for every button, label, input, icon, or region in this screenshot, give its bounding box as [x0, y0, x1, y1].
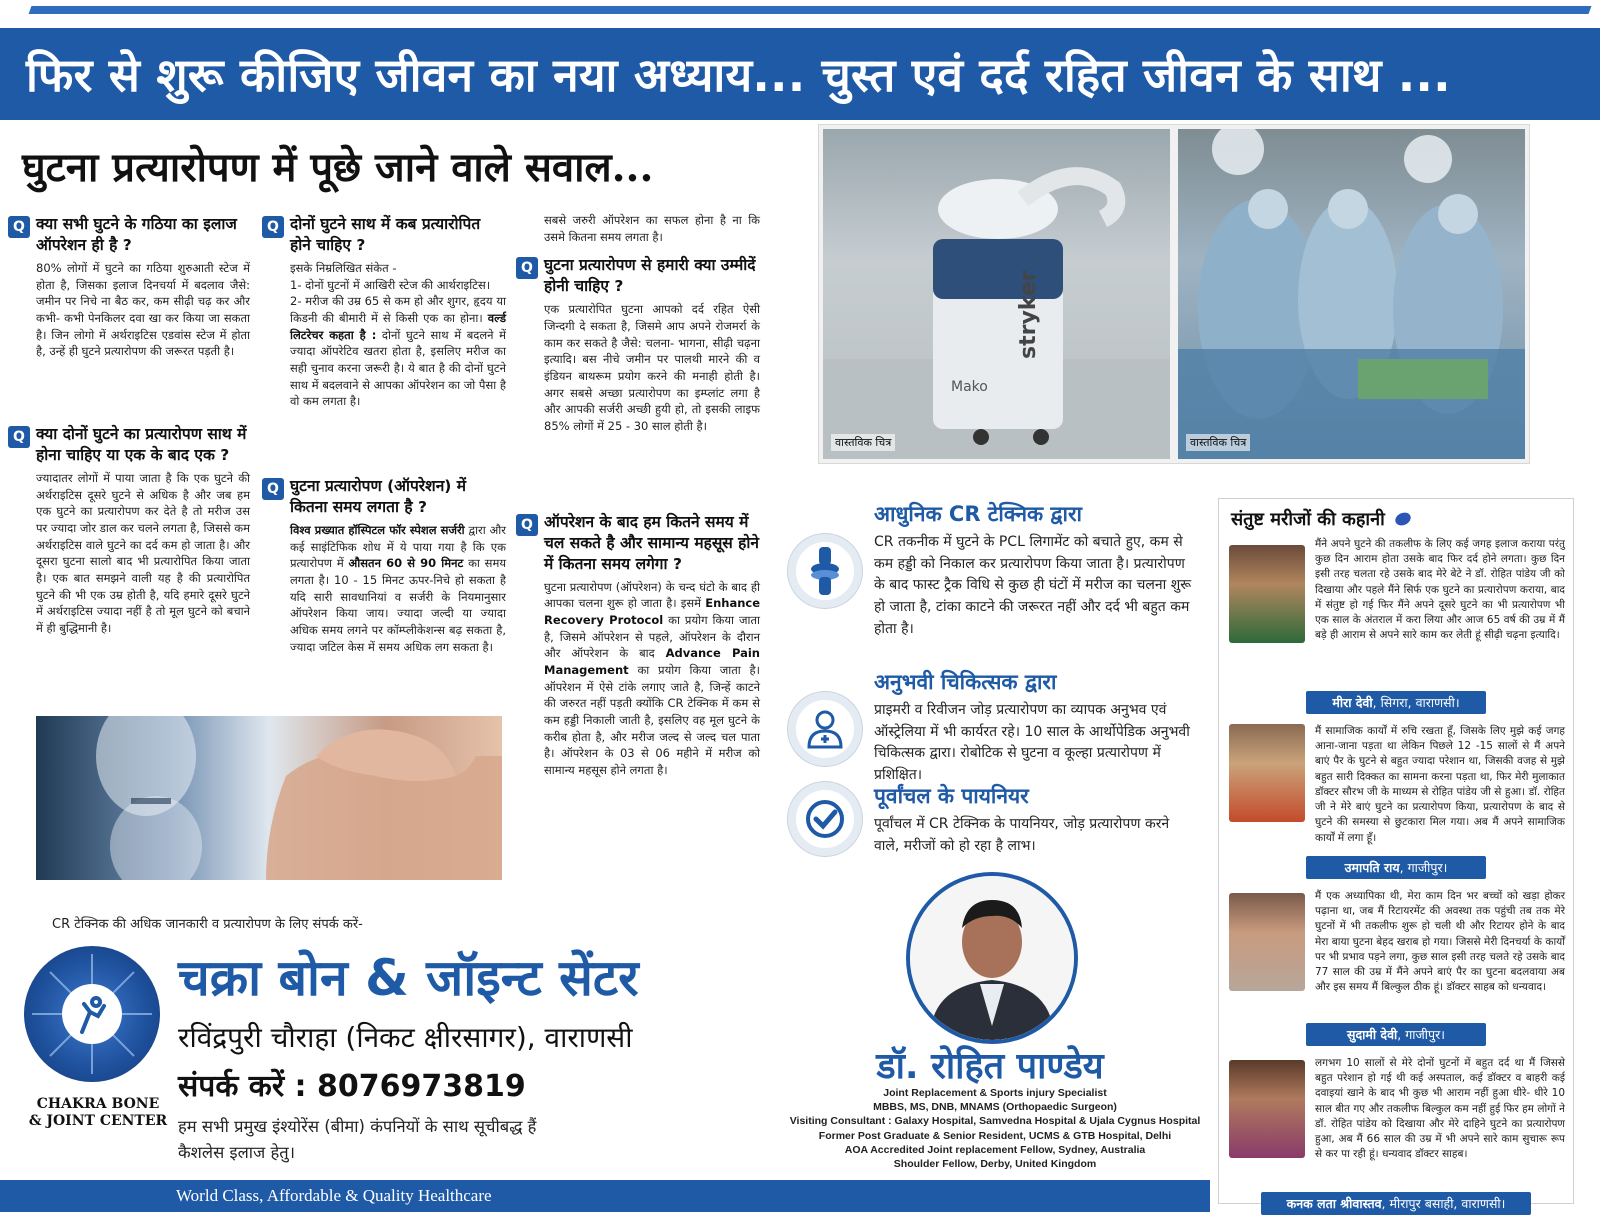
answer-point-2-pre: 2- मरीज की उम्र 65 से कम हो और शुगर, हृदय या किडनी की बीमारी में से किसी एक का होना।	[290, 294, 506, 325]
testimonial-text: लगभग 10 सालों से मेरे दोनों घुटनों में बहुत दर्द था मैं जिससे बहुत परेशान हो गई थी कई अस्पताल, कई डॉक्टर व बाहरी कई दवाइयां खाने के बाद भी कुछ भी आराम नहीं हुआ धीरे- धीरे 10 साल बीत गए और तकलीफ बिल्कुल कम नहीं हुई फिर हम लोगों ने डॉ. रोहित पांडेय को दिखाया और मेरे दाहिने घुटने का प्रत्यारोपण हुआ, अब मैं 66 साल की उम्र में भी अपने सारे काम सुचारू रूप से कर पा रही हूं। धन्यवाद डॉक्टर साहब।	[1315, 1057, 1565, 1161]
top-banner	[0, 28, 1600, 120]
qa-item-4	[262, 476, 506, 655]
answer-part: का समय लगता है। 10 - 15 मिनट ऊपर-निचे हो सकता है यदि सारी सावधानियां व सर्जरी के नियमानुसार ऑपरेशन किया जाय। ज्यादा जल्दी या ज्यादा अधिक समय लगने पर कॉम्प्लीकेशन्स बढ़ सकता है, ज्यादा जटिल केस में समय अधिक लग सकता है।	[290, 556, 507, 654]
chakra-logo-text	[28, 1096, 168, 1130]
patient-place: , गाजीपुर।	[1399, 860, 1448, 875]
qa-item-1	[8, 214, 250, 360]
patient-photo	[1229, 724, 1305, 822]
photo-caption: वास्तविक चित्र	[831, 434, 895, 451]
contact-prompt: CR टेक्निक की अधिक जानकारी व प्रत्यारोपण के लिए संपर्क करें-	[52, 917, 363, 932]
answer-point-2-post: दोनों घुटने साथ में बदलने में ज्यादा ऑपरेटिव खतरा होता है, इसलिए मरीज का सही चुनाव करना जरूरी है। ये बात है की दोनों घुटने साथ में बदलवाने से आपका ऑपरेशन का जो पैसा है वो कम लगता है।	[290, 327, 507, 409]
credential-line: Shoulder Fellow, Derby, United Kingdom	[893, 1157, 1097, 1170]
qa-item-3	[262, 214, 506, 410]
question-text: घुटना प्रत्यारोपण (ऑपरेशन) में कितना समय लगता है ?	[290, 477, 467, 516]
feature-title: अनुभवी चिकित्सक द्वारा	[874, 670, 1057, 694]
answer-point-1: 1- दोनों घुटनों में आखिरी स्टेज की आर्थराइटिस।	[290, 277, 491, 292]
patient-place: , मीरापुर बसाही, वाराणसी।	[1381, 1196, 1506, 1211]
surgery-photo-panel	[818, 124, 1530, 464]
operation-theatre-photo	[1178, 129, 1525, 459]
main-title: घुटना प्रत्यारोपण में पूछे जाने वाले सवाल...	[22, 144, 654, 191]
q-badge-icon: Q	[262, 478, 284, 500]
answer-highlight: Advance Pain Management	[544, 646, 760, 678]
feature-experienced-doctor	[788, 668, 1198, 787]
testimonials-title	[1219, 499, 1573, 537]
check-badge-icon	[788, 782, 862, 856]
patient-photo	[1229, 893, 1305, 991]
banner-headline: फिर से शुरू कीजिए जीवन का नया अध्याय... चुस्त एवं दर्द रहित जीवन के साथ ...	[26, 48, 1451, 102]
qa-item-5	[516, 212, 760, 435]
stryker-brand-text: stryker	[1016, 270, 1041, 359]
patient-name: उमापति राय	[1344, 860, 1400, 875]
patient-photo	[1229, 545, 1305, 643]
patient-name-badge	[1306, 1023, 1486, 1046]
patient-name: कनक लता श्रीवास्तव	[1286, 1196, 1382, 1211]
answer-text	[262, 260, 506, 410]
patient-name: सुदामी देवी	[1347, 1027, 1398, 1042]
testimonial-text: मैंने अपने घुटने की तकलीफ के लिए कई जगह इलाज कराया परंतु कुछ दिन आराम होता उसके बाद फिर दर्द होने लगता। कुछ दिन इसी तरह चलता रहे उसके बाद मेरे बेटे ने डॉ. रोहित पांडेय जी को दिखाया और पहले मैंने सिर्फ एक घुटने का प्रत्यारोपण कराया, बाद में संतुष्ट हो गई फिर मैंने अपने दूसरे घुटने का भी प्रत्यारोपण भी एक साल के अंतराल में करा लिया और आज 65 वर्ष की उम्र में मैं बड़े ही आराम से अपने सारे काम कर लेती हूं सीढ़ी चढ़ना इत्यादि।	[1315, 538, 1565, 642]
feature-pioneer	[788, 782, 1198, 857]
testimonial-item	[1219, 889, 1573, 1019]
patient-name-badge	[1306, 691, 1486, 714]
credential-line: Visiting Consultant : Galaxy Hospital, Samvedna Hospital & Ujala Cygnus Hospital	[789, 1115, 1201, 1128]
testimonial-item	[1219, 537, 1573, 687]
doctor-credentials	[780, 1086, 1210, 1171]
feature-title: पूर्वांचल के पायनियर	[874, 784, 1029, 808]
top-stripe	[0, 0, 1600, 20]
photo-caption: वास्तविक चित्र	[1186, 434, 1250, 451]
answer-part: द्वारा और कई साइंटिफिक शोध में ये पाया गया है कि एक प्रत्यारोपण में	[290, 522, 507, 571]
answer-text: 80% लोगों में घुटने का गठिया शुरुआती स्टेज में होता है, जिसका इलाज दिनचर्या में बदलाव जैसे: जमीन पर निचे ना बैठ कर, कम सीढ़ी चढ़ कर और कभी- कभी पेनकिलर दवा खा कर किया जा सकता है। जिन लोगो में अर्थराइटिस एडवांस स्टेज में होता है, उन्हें ही घुटने प्रत्यारोपण की जरूरत पड़ती है।	[36, 260, 250, 359]
credential-line: AOA Accredited Joint replacement Fellow, Sydney, Australia	[844, 1143, 1146, 1156]
answer-text	[516, 579, 760, 779]
question-text: ऑपरेशन के बाद हम कितने समय में चल सकते है और सामान्य महसूस होने में कितना समय लगेगा ?	[544, 513, 760, 573]
testimonial-item	[1219, 724, 1573, 852]
feature-body: प्राइमरी व रिवीजन जोड़ प्रत्यारोपण का व्यापक अनुभव एवं ऑस्ट्रेलिया में भी कार्यरत रहे। 10 साल के आर्थोपेडिक अनुभवी चिकित्सक द्वारा। रोबोटिक से घुटना व कूल्हा प्रत्यारोपण में प्रशिक्षित।	[874, 702, 1190, 784]
center-name: चक्रा बोन & जॉइन्ट सेंटर	[178, 949, 639, 1007]
knee-joint-icon	[788, 534, 862, 608]
q-badge-icon: Q	[8, 426, 30, 448]
testimonials-panel	[1218, 498, 1574, 1211]
patient-name: मीरा देवी	[1332, 695, 1373, 710]
insurance-note: हम सभी प्रमुख इंश्योरेंस (बीमा) कंपनियों के साथ सूचीबद्ध हैं कैशलेस इलाज हेतु।	[178, 1117, 537, 1162]
testimonials-title-text: संतुष्ट मरीजों की कहानी	[1231, 509, 1385, 530]
robot-photo	[823, 129, 1170, 459]
patient-photo	[1229, 1060, 1305, 1158]
testimonial-text: मैं सामाजिक कार्यों में रुचि रखता हूँ, जिसके लिए मुझे कई जगह आना-जाना पड़ता था लेकिन पिछले 12 -15 सालों से मैं अपने बाएं पैर के घुटने से बहुत ज्यादा परेशान था, जिसकी वजह से मुझे बहुत सारी दिक्कत का सामना करना पड़ता था, फिर मेरी मुलाकात डॉक्टर सौरभ जी के माध्यम से रोहित पांडेय जी से हुआ। डॉ. रोहित जी ने मेरे बाएं घुटने का प्रत्यारोपण किया, प्रत्यारोपण के बाद से घुटने की समस्या से छुटकारा मिल गया। अब मैं अपने सामाजिक कार्यों में लगा हूँ।	[1315, 725, 1565, 844]
qa-item-2	[8, 424, 250, 637]
answer-highlight: विश्व प्रख्यात हॉस्पिटल फॉर स्पेशल सर्जरी	[290, 522, 465, 537]
patient-name-badge	[1306, 856, 1486, 879]
knee-xray-photo	[36, 716, 502, 880]
doctor-icon	[788, 692, 862, 766]
doctor-photo	[906, 872, 1078, 1044]
credential-line: Former Post Graduate & Senior Resident, UCMS & GTB Hospital, Delhi	[818, 1129, 1172, 1142]
answer-part: का प्रयोग किया जाता है। ऑपरेशन में ऐसे टांके लगाए जाते है, जिन्हें काटने की जरुरत नहीं पड़ती क्योंकि CR टेक्निक में कम से कम हड्डी निकाली जाती है, इसलिए वह मूल घुटने के करीब होता है, और मरीज जल्द से जल्द चल पाता है। ऑपरेशन के 03 से 06 महीने में मरीज को सामान्य महसूस होने लगता है।	[544, 663, 760, 778]
answer-highlight: Enhance Recovery Protocol	[544, 596, 761, 628]
question-text: क्या सभी घुटने के गठिया का इलाज ऑपरेशन ही है ?	[36, 215, 237, 254]
pre-text: सबसे जरुरी ऑपरेशन का सफल होना है ना कि उसमे कितना समय लगता है।	[544, 213, 760, 244]
footer-bar	[0, 1180, 1210, 1212]
chakra-logo	[24, 946, 160, 1082]
question-text: दोनों घुटने साथ में कब प्रत्यारोपित होने चाहिए ?	[290, 215, 481, 254]
answer-text: ज्यादातर लोगों में पाया जाता है कि एक घुटने की अर्थराइटिस दूसरे घुटने से अधिक है और जब हम एक घुटने का प्रत्यारोपण कर देते है तो मरीज उस पर ज्यादा जोर डाल कर चलने लगता है, जिससे कम अर्थराइटिस वाले घुटने का दर्द कम हो जाता है। और दूसरा घुटना सालो बाद भी प्रत्यारोपित किया जाता है। एक बात समझने वाली यह है की प्रत्यारोपित घुटने की भी एक उम्र होती है, यदि हमारे दूसरे घुटने में अर्थराइटिस ज्यादा नहीं है तो मूल घुटने को बचाने में ही बुद्धिमानी है।	[36, 470, 250, 635]
center-phone[interactable]: संपर्क करें : 8076973819	[178, 1069, 526, 1104]
testimonial-text: मैं एक अध्यापिका थी, मेरा काम दिन भर बच्चों को खड़ा होकर पढ़ाना था, जब मैं रिटायरमेंट की अवस्था तक पहुंची तब तक मेरे घुटनों में भी तकलीफ शुरू हो चली थी और रिटायर होने के बाद मेरा बाया घुटना बेहद खराब हो गया। जिससे मेरी दिनचर्या के कार्यों पर भी प्रभाव पड़ने लगा, कुछ साल इसी तरह चलते रहे उसके बाद 77 साल की उम्र में मैंने अपने बाएं पैर का घुटना बदलवाया अब और इस समय मैं बिल्कुल ठीक हूं। डॉक्टर साहब को धन्यवाद।	[1315, 890, 1565, 994]
logo-text-line: & JOINT CENTER	[28, 1112, 168, 1129]
answer-part: का प्रयोग किया जाता है, जिसमे ऑपरेशन से पहले, ऑपरेशन के दौरान और ऑपरेशन के बाद	[544, 613, 760, 661]
question-text: घुटना प्रत्यारोपण से हमारी क्या उम्मीदें होनी चाहिए ?	[544, 256, 756, 296]
feature-body: CR तकनीक में घुटने के PCL लिगामेंट को बचाते हुए, कम से कम हड्डी को निकाल कर प्रत्यारोपण किया जाता है। प्रत्यारोपण के बाद फास्ट ट्रैक विधि से कुछ ही घंटों में मरीज का चलना शुरू हो जाता है, टांका काटने की जरूरत नहीं और दर्द भी बहुत कम होता है।	[874, 534, 1192, 637]
answer-highlight: वर्ल्ड लिटरेचर कहता है :	[290, 310, 507, 342]
q-badge-icon: Q	[516, 514, 538, 536]
answer-intro: इसके निम्रलिखित संकेत -	[290, 260, 397, 275]
footer-tagline: World Class, Affordable & Quality Healthcare	[176, 1186, 492, 1205]
q-badge-icon: Q	[8, 216, 30, 238]
question-text: क्या दोनों घुटने का प्रत्यारोपण साथ में होना चाहिए या एक के बाद एक ?	[36, 425, 247, 464]
patient-place: , गाजीपुर।	[1397, 1027, 1445, 1042]
q-badge-icon: Q	[516, 257, 538, 279]
testimonial-item	[1219, 1056, 1573, 1188]
feature-body: पूर्वांचल में CR टेक्निक के पायनियर, जोड़ प्रत्यारोपण करने वाले, मरीजों को हो रहा है लाभ।	[874, 816, 1170, 854]
patient-place: , सिगरा, वाराणसी।	[1372, 695, 1460, 710]
mako-model-text: Mako	[951, 379, 988, 395]
answer-highlight: औसतन 60 से 90 मिनट	[348, 556, 464, 571]
center-address: रविंद्रपुरी चौराहा (निकट क्षीरसागर), वाराणसी	[178, 1021, 633, 1054]
q-badge-icon: Q	[262, 216, 284, 238]
doctor-name: डॉ. रोहित पाण्डेय	[876, 1046, 1104, 1087]
feature-title: आधुनिक CR टेक्निक द्वारा	[874, 502, 1082, 526]
leaf-icon	[1393, 510, 1413, 528]
qa-item-6	[516, 512, 760, 779]
credential-line: MBBS, MS, DNB, MNAMS (Orthopaedic Surgeon)	[873, 1101, 1117, 1114]
answer-text	[262, 522, 506, 655]
answer-text: एक प्रत्यारोपित घुटना आपको दर्द रहित ऐसी जिन्दगी दे सकता है, जिसमे आप अपने रोजमर्रा के काम कर सकते है जैसे: चलना- भागना, सीढ़ी चढ़ना इत्यादि। बस नीचे जमीन पर पालथी मारने की व इंडियन बाथरूम प्रयोग करने की मनाही होती है। अगर सबसे अच्छा प्रत्यारोपण का इम्प्लांट लगा है और आपकी सर्जरी अच्छी हुयी हो, तो इसकी लाइफ 85% लोगों में 25 - 30 साल होती है।	[544, 302, 760, 433]
answer-point-2	[290, 293, 506, 410]
logo-text-line: CHAKRA BONE	[36, 1096, 160, 1112]
credential-line: Joint Replacement & Sports injury Specialist	[883, 1087, 1107, 1099]
answer-part: घुटना प्रत्यारोपण (ऑपरेशन) के चन्द घंटो के बाद ही आपका चलना शुरू हो जाता है। इसमें	[544, 579, 760, 611]
feature-cr-technique	[788, 500, 1198, 640]
